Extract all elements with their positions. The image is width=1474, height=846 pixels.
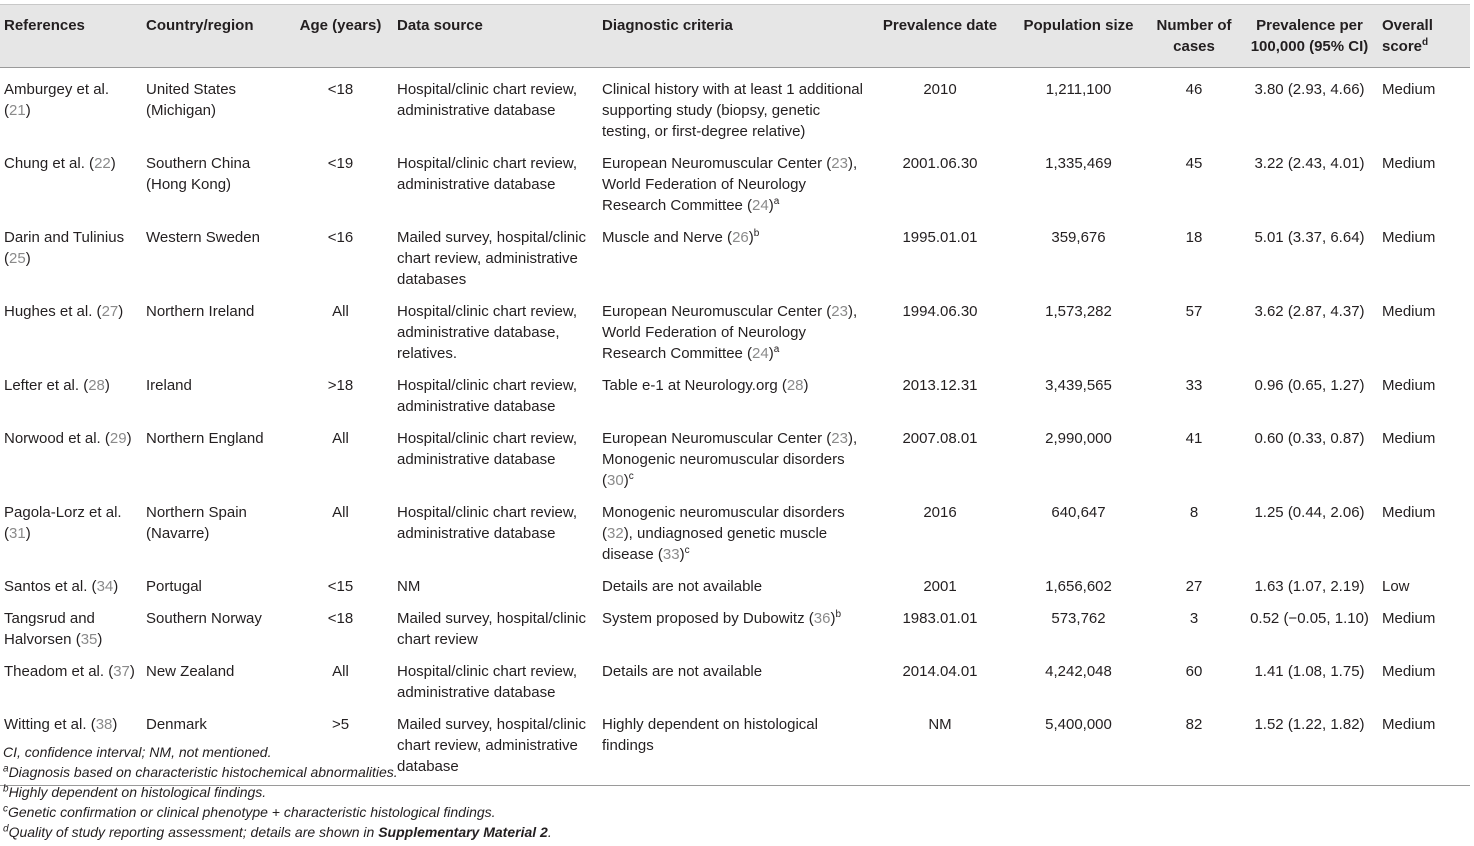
reference-close-paren: )	[25, 525, 31, 542]
cell-age: All	[332, 663, 349, 680]
cell-population-size: 1,656,602	[1045, 578, 1112, 595]
citation-link[interactable]: 23	[831, 430, 848, 447]
cell-diagnostic-criteria	[598, 597, 870, 650]
table-body	[0, 68, 1470, 786]
criteria-text: )	[768, 345, 774, 362]
criteria-text: Muscle and Nerve (	[602, 229, 733, 246]
cell-reference	[0, 491, 142, 565]
reference-close-paren: )	[25, 250, 31, 267]
cell-country: Southern China (Hong Kong)	[146, 155, 251, 193]
cell-number-of-cases: 27	[1185, 578, 1203, 595]
criteria-text: Details are not available	[602, 578, 763, 595]
citation-link[interactable]: 23	[831, 155, 848, 172]
col-header-population-size: Population size	[1010, 5, 1147, 68]
cell-age: <19	[327, 155, 354, 172]
cell-population-size: 1,335,469	[1045, 155, 1112, 172]
cell-diagnostic-criteria	[598, 491, 870, 565]
citation-link[interactable]: 34	[96, 578, 114, 595]
cell-population-size: 359,676	[1051, 229, 1106, 246]
cell-overall-score: Medium	[1382, 663, 1436, 680]
cell-age: >5	[288, 703, 393, 786]
cell-data-source: Hospital/clinic chart review, administrative database	[397, 663, 578, 701]
cell-diagnostic-criteria	[598, 290, 870, 364]
cell-overall-score: Medium	[1378, 703, 1470, 786]
reference-close-paren: )	[113, 578, 119, 595]
cell-number-of-cases: 41	[1185, 430, 1203, 447]
cell-overall-score: Medium	[1382, 430, 1436, 447]
col-header-overall-score	[1378, 5, 1470, 68]
cell-reference	[0, 364, 142, 417]
cell-country: Northern England	[146, 430, 264, 447]
cell-reference	[0, 417, 142, 491]
cell-country: Denmark	[142, 703, 288, 786]
cell-country: Western Sweden	[146, 229, 260, 246]
cell-diagnostic-criteria	[598, 68, 870, 143]
footnote-abbreviations: CI, confidence interval; NM, not mentioned.	[3, 744, 272, 760]
table-row	[0, 491, 1470, 565]
criteria-text: )	[679, 546, 685, 563]
footnote-d	[3, 822, 1463, 842]
table-row	[0, 650, 1470, 703]
cell-country: Ireland	[146, 377, 192, 394]
cell-prevalence-date: 2013.12.31	[902, 377, 978, 394]
cell-number-of-cases: 46	[1185, 81, 1203, 98]
supplementary-material-link[interactable]: Supplementary Material 2	[378, 824, 548, 840]
criteria-text: System proposed by Dubowitz (	[602, 610, 814, 627]
cell-prevalence: 3.62 (2.87, 4.37)	[1254, 303, 1365, 320]
citation-link[interactable]: 29	[109, 430, 127, 447]
cell-prevalence-date: 1995.01.01	[902, 229, 978, 246]
reference-author: Norwood et al. (	[4, 430, 110, 447]
reference-close-paren: )	[25, 102, 31, 119]
footnote-mark: c	[684, 545, 690, 556]
criteria-text: ), World Federation of Neurology Research Committee (	[602, 155, 858, 214]
criteria-text: ), World Federation of Neurology Research Committee (	[602, 303, 858, 362]
footnote-a-mark: a	[3, 763, 9, 775]
cell-data-source: Hospital/clinic chart review, administrative database	[397, 81, 578, 119]
cell-data-source: Hospital/clinic chart review, administrative database	[397, 155, 578, 193]
col-header-country: Country/region	[142, 5, 288, 68]
table-footnotes	[3, 742, 1463, 842]
cell-diagnostic-criteria	[598, 364, 870, 417]
table-row	[0, 68, 1470, 143]
cell-data-source: Hospital/clinic chart review, administrative database	[397, 504, 578, 542]
col-header-number-of-cases: Number of cases	[1147, 5, 1241, 68]
cell-prevalence-date: 2016	[923, 504, 957, 521]
criteria-text: Details are not available	[602, 663, 763, 680]
cell-prevalence-date: 2007.08.01	[902, 430, 978, 447]
citation-link[interactable]: 28	[786, 377, 804, 394]
col-header-prevalence: Prevalence per 100,000 (95% CI)	[1241, 5, 1378, 68]
cell-prevalence-date: 2001	[923, 578, 957, 595]
criteria-text: European Neuromuscular Center (	[602, 155, 832, 172]
cell-prevalence: 5.01 (3.37, 6.64)	[1254, 229, 1365, 246]
footnote-mark: b	[753, 228, 760, 239]
cell-prevalence: 3.22 (2.43, 4.01)	[1254, 155, 1365, 172]
reference-author: Lefter et al. (	[4, 377, 89, 394]
criteria-text: )	[830, 610, 836, 627]
citation-link[interactable]: 26	[732, 229, 749, 246]
col-header-prevalence-date: Prevalence date	[870, 5, 1010, 68]
cell-age: <18	[327, 610, 354, 627]
cell-country: Portugal	[146, 578, 202, 595]
criteria-text: Monogenic neuromuscular disorders (	[602, 504, 845, 542]
footnote-b	[3, 782, 1463, 802]
cell-number-of-cases: 8	[1189, 504, 1199, 521]
criteria-text: )	[768, 197, 774, 214]
reference-close-paren: )	[97, 631, 103, 648]
footnote-c	[3, 802, 1463, 822]
col-header-age: Age (years)	[288, 5, 393, 68]
reference-close-paren: )	[110, 155, 116, 172]
cell-data-source: Mailed survey, hospital/clinic chart review	[397, 610, 586, 648]
citation-link[interactable]: 27	[101, 303, 119, 320]
cell-prevalence-date: NM	[870, 703, 1010, 786]
cell-number-of-cases: 57	[1185, 303, 1203, 320]
cell-prevalence: 0.60 (0.33, 0.87)	[1254, 430, 1365, 447]
cell-age: >18	[327, 377, 354, 394]
cell-reference	[0, 216, 142, 290]
cell-overall-score: Medium	[1382, 81, 1436, 98]
cell-population-size: 4,242,048	[1045, 663, 1112, 680]
cell-age: All	[332, 504, 349, 521]
reference-close-paren: )	[118, 303, 124, 320]
cell-diagnostic-criteria	[598, 650, 870, 703]
cell-reference	[0, 650, 142, 703]
prevalence-table	[0, 4, 1470, 786]
cell-prevalence-date: 1994.06.30	[902, 303, 978, 320]
cell-number-of-cases: 33	[1185, 377, 1203, 394]
footnote-d-end: .	[547, 824, 552, 840]
cell-number-of-cases: 82	[1147, 703, 1241, 786]
criteria-text: Clinical history with at least 1 additional supporting study (biopsy, genetic testing, or first-degree relative)	[602, 81, 863, 140]
cell-prevalence: 3.80 (2.93, 4.66)	[1254, 81, 1365, 98]
reference-author: Hughes et al. (	[4, 303, 102, 320]
cell-number-of-cases: 18	[1185, 229, 1203, 246]
footnote-d-mark: d	[3, 823, 9, 835]
cell-prevalence: 1.52 (1.22, 1.82)	[1241, 703, 1378, 786]
citation-link[interactable]: 21	[9, 102, 26, 119]
footnote-b-mark: b	[3, 783, 9, 795]
cell-overall-score: Medium	[1382, 303, 1436, 320]
reference-author: Theadom et al. (	[4, 663, 114, 680]
cell-population-size: 1,573,282	[1045, 303, 1112, 320]
cell-reference	[0, 290, 142, 364]
cell-prevalence: 0.52 (−0.05, 1.10)	[1250, 610, 1369, 627]
table-header-row	[0, 5, 1470, 68]
cell-age: <15	[327, 578, 354, 595]
cell-diagnostic-criteria	[598, 565, 870, 597]
cell-data-source: Mailed survey, hospital/clinic chart review, administrative databases	[397, 229, 586, 288]
cell-age: All	[332, 303, 349, 320]
citation-link[interactable]: 23	[831, 303, 848, 320]
reference-close-paren: )	[112, 716, 118, 733]
criteria-text: European Neuromuscular Center (	[602, 430, 832, 447]
footnote-mark: b	[835, 609, 842, 620]
citation-link[interactable]: 38	[95, 716, 113, 733]
cell-data-source: Hospital/clinic chart review, administrative database	[397, 430, 578, 468]
cell-reference	[0, 565, 142, 597]
cell-country: United States (Michigan)	[146, 81, 237, 119]
cell-overall-score: Medium	[1382, 504, 1436, 521]
criteria-text: )	[748, 229, 754, 246]
cell-data-source: NM	[397, 578, 421, 595]
citation-link[interactable]: 28	[88, 377, 105, 394]
citation-link[interactable]: 37	[113, 663, 130, 680]
table-row	[0, 364, 1470, 417]
citation-link[interactable]: 32	[607, 525, 624, 542]
footnote-c-mark: c	[3, 803, 8, 815]
reference-author: Chung et al. (	[4, 155, 95, 172]
cell-prevalence: 0.96 (0.65, 1.27)	[1254, 377, 1365, 394]
cell-country: Southern Norway	[146, 610, 262, 627]
cell-population-size: 573,762	[1051, 610, 1106, 627]
cell-overall-score: Low	[1382, 578, 1410, 595]
col-header-references: References	[0, 5, 142, 68]
table-row	[0, 142, 1470, 216]
reference-close-paren: )	[129, 663, 135, 680]
reference-author: Amburgey et al. (	[4, 81, 110, 119]
criteria-text: ), Monogenic neuromuscular disorders (	[602, 430, 858, 489]
cell-country: Northern Spain (Navarre)	[146, 504, 247, 542]
footnote-b-text: Highly dependent on histological findings.	[8, 784, 267, 800]
cell-overall-score: Medium	[1382, 155, 1436, 172]
citation-link[interactable]: 36	[813, 610, 831, 627]
footnote-c-text: Genetic confirmation or clinical phenotype + characteristic histological findings.	[8, 804, 496, 820]
cell-prevalence-date: 2010	[923, 81, 957, 98]
cell-data-source: Mailed survey, hospital/clinic chart review, administrative database	[393, 703, 598, 786]
citation-link[interactable]: 33	[662, 546, 680, 563]
col-header-diagnostic-criteria: Diagnostic criteria	[598, 5, 870, 68]
cell-prevalence: 1.25 (0.44, 2.06)	[1254, 504, 1365, 521]
table-row	[0, 290, 1470, 364]
cell-diagnostic-criteria	[598, 417, 870, 491]
cell-age: <16	[327, 229, 354, 246]
table-row	[0, 597, 1470, 650]
cell-diagnostic-criteria	[598, 142, 870, 216]
criteria-text: Table e-1 at Neurology.org (	[602, 377, 787, 394]
cell-population-size: 5,400,000	[1010, 703, 1147, 786]
reference-author: Darin and Tulinius (	[4, 229, 125, 267]
cell-number-of-cases: 60	[1185, 663, 1203, 680]
cell-population-size: 3,439,565	[1045, 377, 1112, 394]
cell-age: <18	[327, 81, 354, 98]
footnote-a	[3, 762, 1463, 782]
cell-diagnostic-criteria	[598, 216, 870, 290]
reference-author: Witting et al. (	[4, 716, 96, 733]
criteria-text: Highly dependent on histological findings	[602, 716, 818, 754]
criteria-text: ), undiagnosed genetic muscle disease (	[602, 525, 828, 563]
footnote-a-text: Diagnosis based on characteristic histochemical abnormalities.	[8, 764, 398, 780]
cell-population-size: 640,647	[1051, 504, 1106, 521]
footnote-mark: c	[628, 471, 634, 482]
cell-reference	[0, 597, 142, 650]
footnote-d-text: Quality of study reporting assessment; details are shown in	[8, 824, 379, 840]
cell-country: Northern Ireland	[146, 303, 255, 320]
reference-close-paren: )	[126, 430, 132, 447]
citation-link[interactable]: 24	[752, 345, 769, 362]
cell-prevalence: 1.63 (1.07, 2.19)	[1254, 578, 1365, 595]
cell-population-size: 2,990,000	[1045, 430, 1112, 447]
reference-author: Tangsrud and Halvorsen (	[4, 610, 95, 648]
reference-author: Pagola-Lorz et al. (	[4, 504, 122, 542]
cell-data-source: Hospital/clinic chart review, administrative database	[397, 377, 578, 415]
citation-link[interactable]: 30	[607, 472, 624, 489]
footnote-mark: a	[773, 344, 780, 355]
table-row	[0, 565, 1470, 597]
cell-country: New Zealand	[146, 663, 235, 680]
citation-link[interactable]: 25	[9, 250, 26, 267]
cell-overall-score: Medium	[1382, 377, 1436, 394]
cell-overall-score: Medium	[1382, 610, 1436, 627]
cell-prevalence-date: 2001.06.30	[902, 155, 978, 172]
cell-prevalence-date: 2014.04.01	[902, 663, 978, 680]
score-header-footnote-mark: d	[1422, 37, 1429, 48]
cell-age: All	[332, 430, 349, 447]
citation-link[interactable]: 22	[94, 155, 111, 172]
citation-link[interactable]: 35	[80, 631, 98, 648]
citation-link[interactable]: 31	[9, 525, 26, 542]
criteria-text: European Neuromuscular Center (	[602, 303, 832, 320]
col-header-data-source: Data source	[393, 5, 598, 68]
cell-prevalence-date: 1983.01.01	[902, 610, 978, 627]
footnote-mark: a	[773, 196, 780, 207]
cell-prevalence: 1.41 (1.08, 1.75)	[1254, 663, 1365, 680]
cell-reference	[0, 142, 142, 216]
cell-number-of-cases: 3	[1189, 610, 1199, 627]
table-row	[0, 417, 1470, 491]
table-row	[0, 216, 1470, 290]
cell-population-size: 1,211,100	[1045, 81, 1112, 98]
reference-author: Santos et al. (	[4, 578, 97, 595]
citation-link[interactable]: 24	[752, 197, 769, 214]
cell-overall-score: Medium	[1382, 229, 1436, 246]
reference-close-paren: )	[104, 377, 110, 394]
cell-reference	[0, 68, 142, 143]
score-header-label: Overall score	[1382, 17, 1433, 55]
criteria-text: )	[623, 472, 629, 489]
cell-number-of-cases: 45	[1185, 155, 1203, 172]
cell-data-source: Hospital/clinic chart review, administrative database, relatives.	[397, 303, 578, 362]
criteria-text: )	[803, 377, 809, 394]
